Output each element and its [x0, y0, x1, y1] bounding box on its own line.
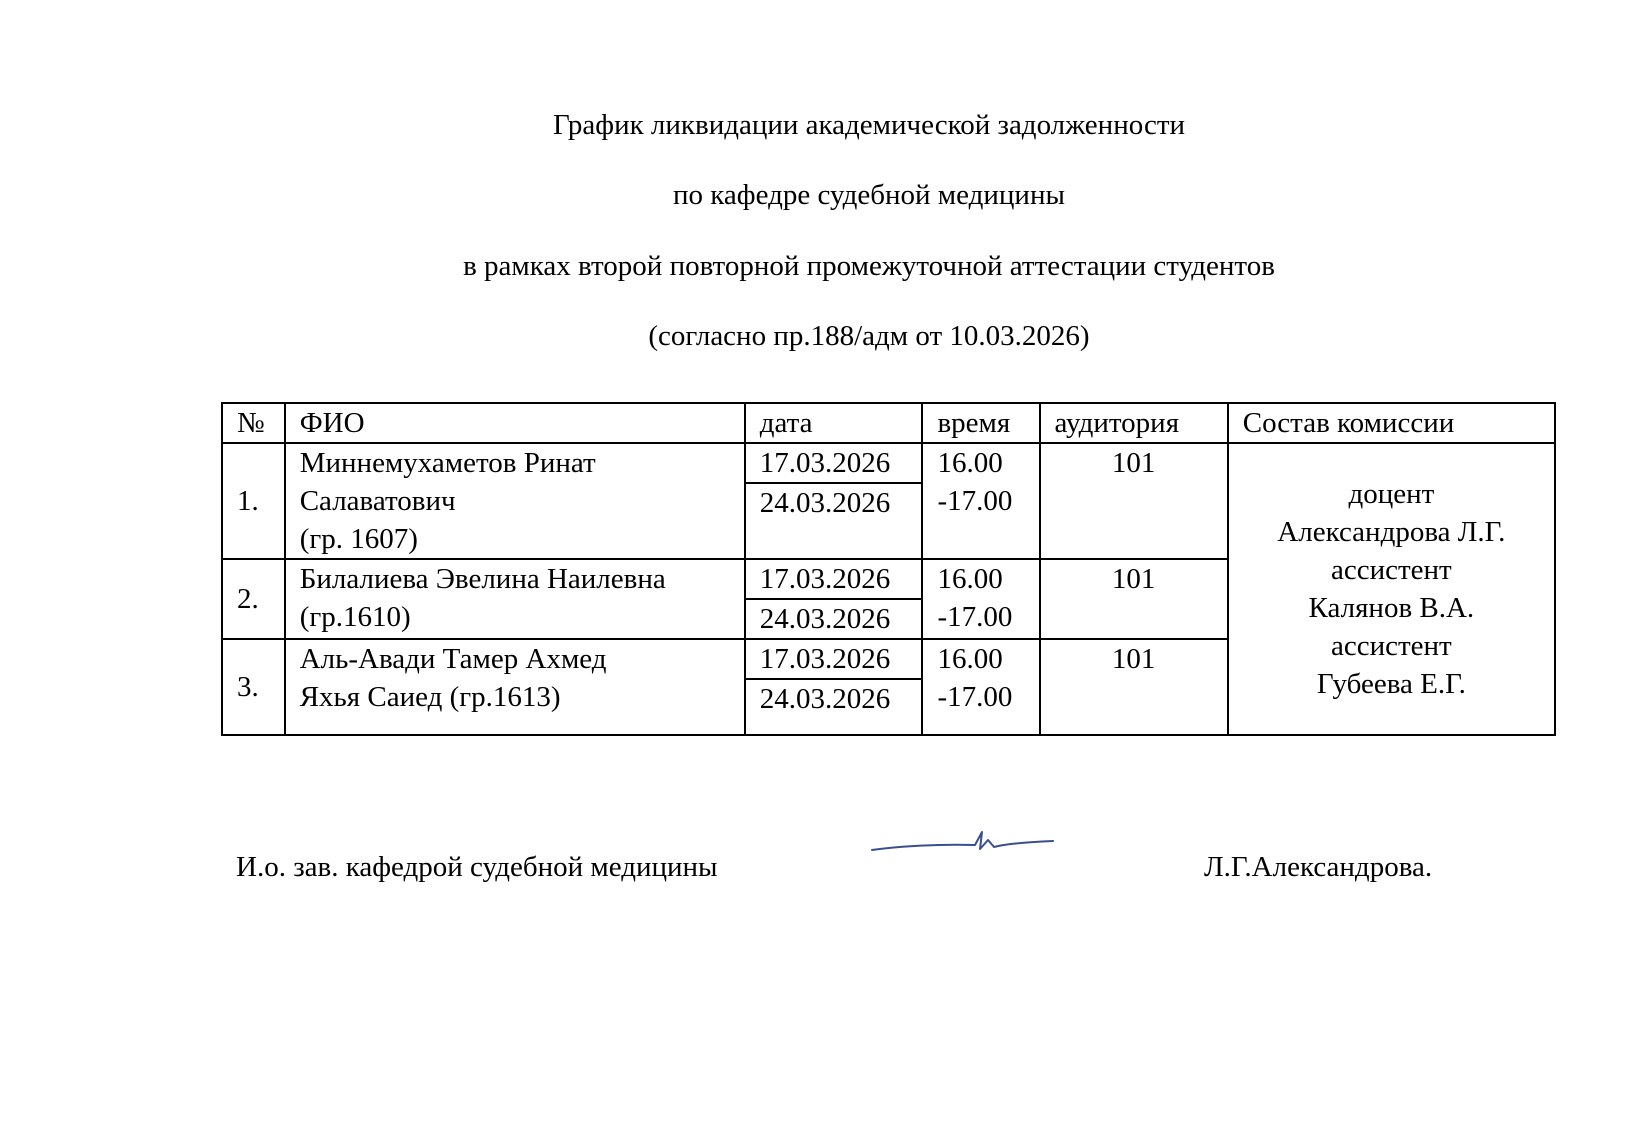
exam-time — [922, 639, 1039, 735]
exam-date-1: 17.03.2026 — [746, 560, 922, 600]
exam-room: 101 — [1040, 443, 1228, 559]
header-room: аудитория — [1040, 403, 1228, 443]
exam-dates — [745, 443, 923, 559]
commission-members — [1228, 443, 1555, 735]
student-group: (гр. 1607) — [299, 523, 418, 555]
time-start: 16.00 — [937, 563, 1003, 595]
exam-time — [922, 443, 1039, 559]
header-commission: Состав комиссии — [1228, 403, 1555, 443]
title-line-2: по кафедре судебной медицины — [673, 179, 1065, 211]
exam-room: 101 — [1040, 559, 1228, 639]
exam-date-1: 17.03.2026 — [746, 444, 922, 484]
time-end: -17.00 — [937, 601, 1013, 633]
exam-date-2: 24.03.2026 — [759, 603, 891, 635]
student-name-line: Аль-Авади Тамер Ахмед — [299, 643, 607, 675]
header-time: время — [922, 403, 1039, 443]
time-start: 16.00 — [937, 643, 1003, 675]
time-end: -17.00 — [937, 681, 1013, 713]
commission-member: Александрова Л.Г. — [1277, 516, 1506, 548]
row-number: 3. — [222, 639, 285, 735]
schedule-table — [221, 402, 1556, 736]
exam-date-2: 24.03.2026 — [759, 683, 891, 715]
exam-dates — [745, 639, 923, 735]
commission-role: ассистент — [1330, 630, 1452, 662]
time-start: 16.00 — [937, 447, 1003, 479]
exam-room: 101 — [1040, 639, 1228, 735]
commission-role: доцент — [1348, 478, 1435, 510]
time-end: -17.00 — [937, 485, 1013, 517]
student-name-line: Салаватович — [299, 485, 456, 517]
commission-role: ассистент — [1330, 554, 1452, 586]
exam-date-1: 17.03.2026 — [746, 640, 922, 680]
handwritten-signature — [870, 822, 1055, 862]
student-name-line: Миннемухаметов Ринат — [299, 447, 596, 479]
header-fio: ФИО — [285, 403, 745, 443]
table-header-row — [222, 403, 1555, 443]
exam-date-2: 24.03.2026 — [759, 487, 891, 519]
student-name — [285, 443, 745, 559]
signatory-name: Л.Г.Александрова. — [1204, 851, 1433, 883]
student-name-line: Яхья Саиед (гр.1613) — [299, 681, 561, 713]
title-line-1: График ликвидации академической задолженности — [552, 109, 1186, 141]
row-number: 1. — [222, 443, 285, 559]
header-num: № — [222, 403, 285, 443]
commission-member: Калянов В.А. — [1308, 592, 1475, 624]
student-group: (гр.1610) — [299, 601, 411, 633]
exam-time — [922, 559, 1039, 639]
title-line-4: (согласно пр.188/адм от 10.03.2026) — [648, 320, 1090, 352]
student-name — [285, 639, 745, 735]
header-date: дата — [745, 403, 923, 443]
table-row — [222, 443, 1555, 559]
exam-dates — [745, 559, 923, 639]
title-line-3: в рамках второй повторной промежуточной аттестации студентов — [463, 250, 1275, 282]
student-name-line: Билалиева Эвелина Наилевна — [299, 563, 666, 595]
signatory-position: И.о. зав. кафедрой судебной медицины — [236, 851, 718, 883]
row-number: 2. — [222, 559, 285, 639]
student-name — [285, 559, 745, 639]
commission-member: Губеева Е.Г. — [1316, 668, 1466, 700]
